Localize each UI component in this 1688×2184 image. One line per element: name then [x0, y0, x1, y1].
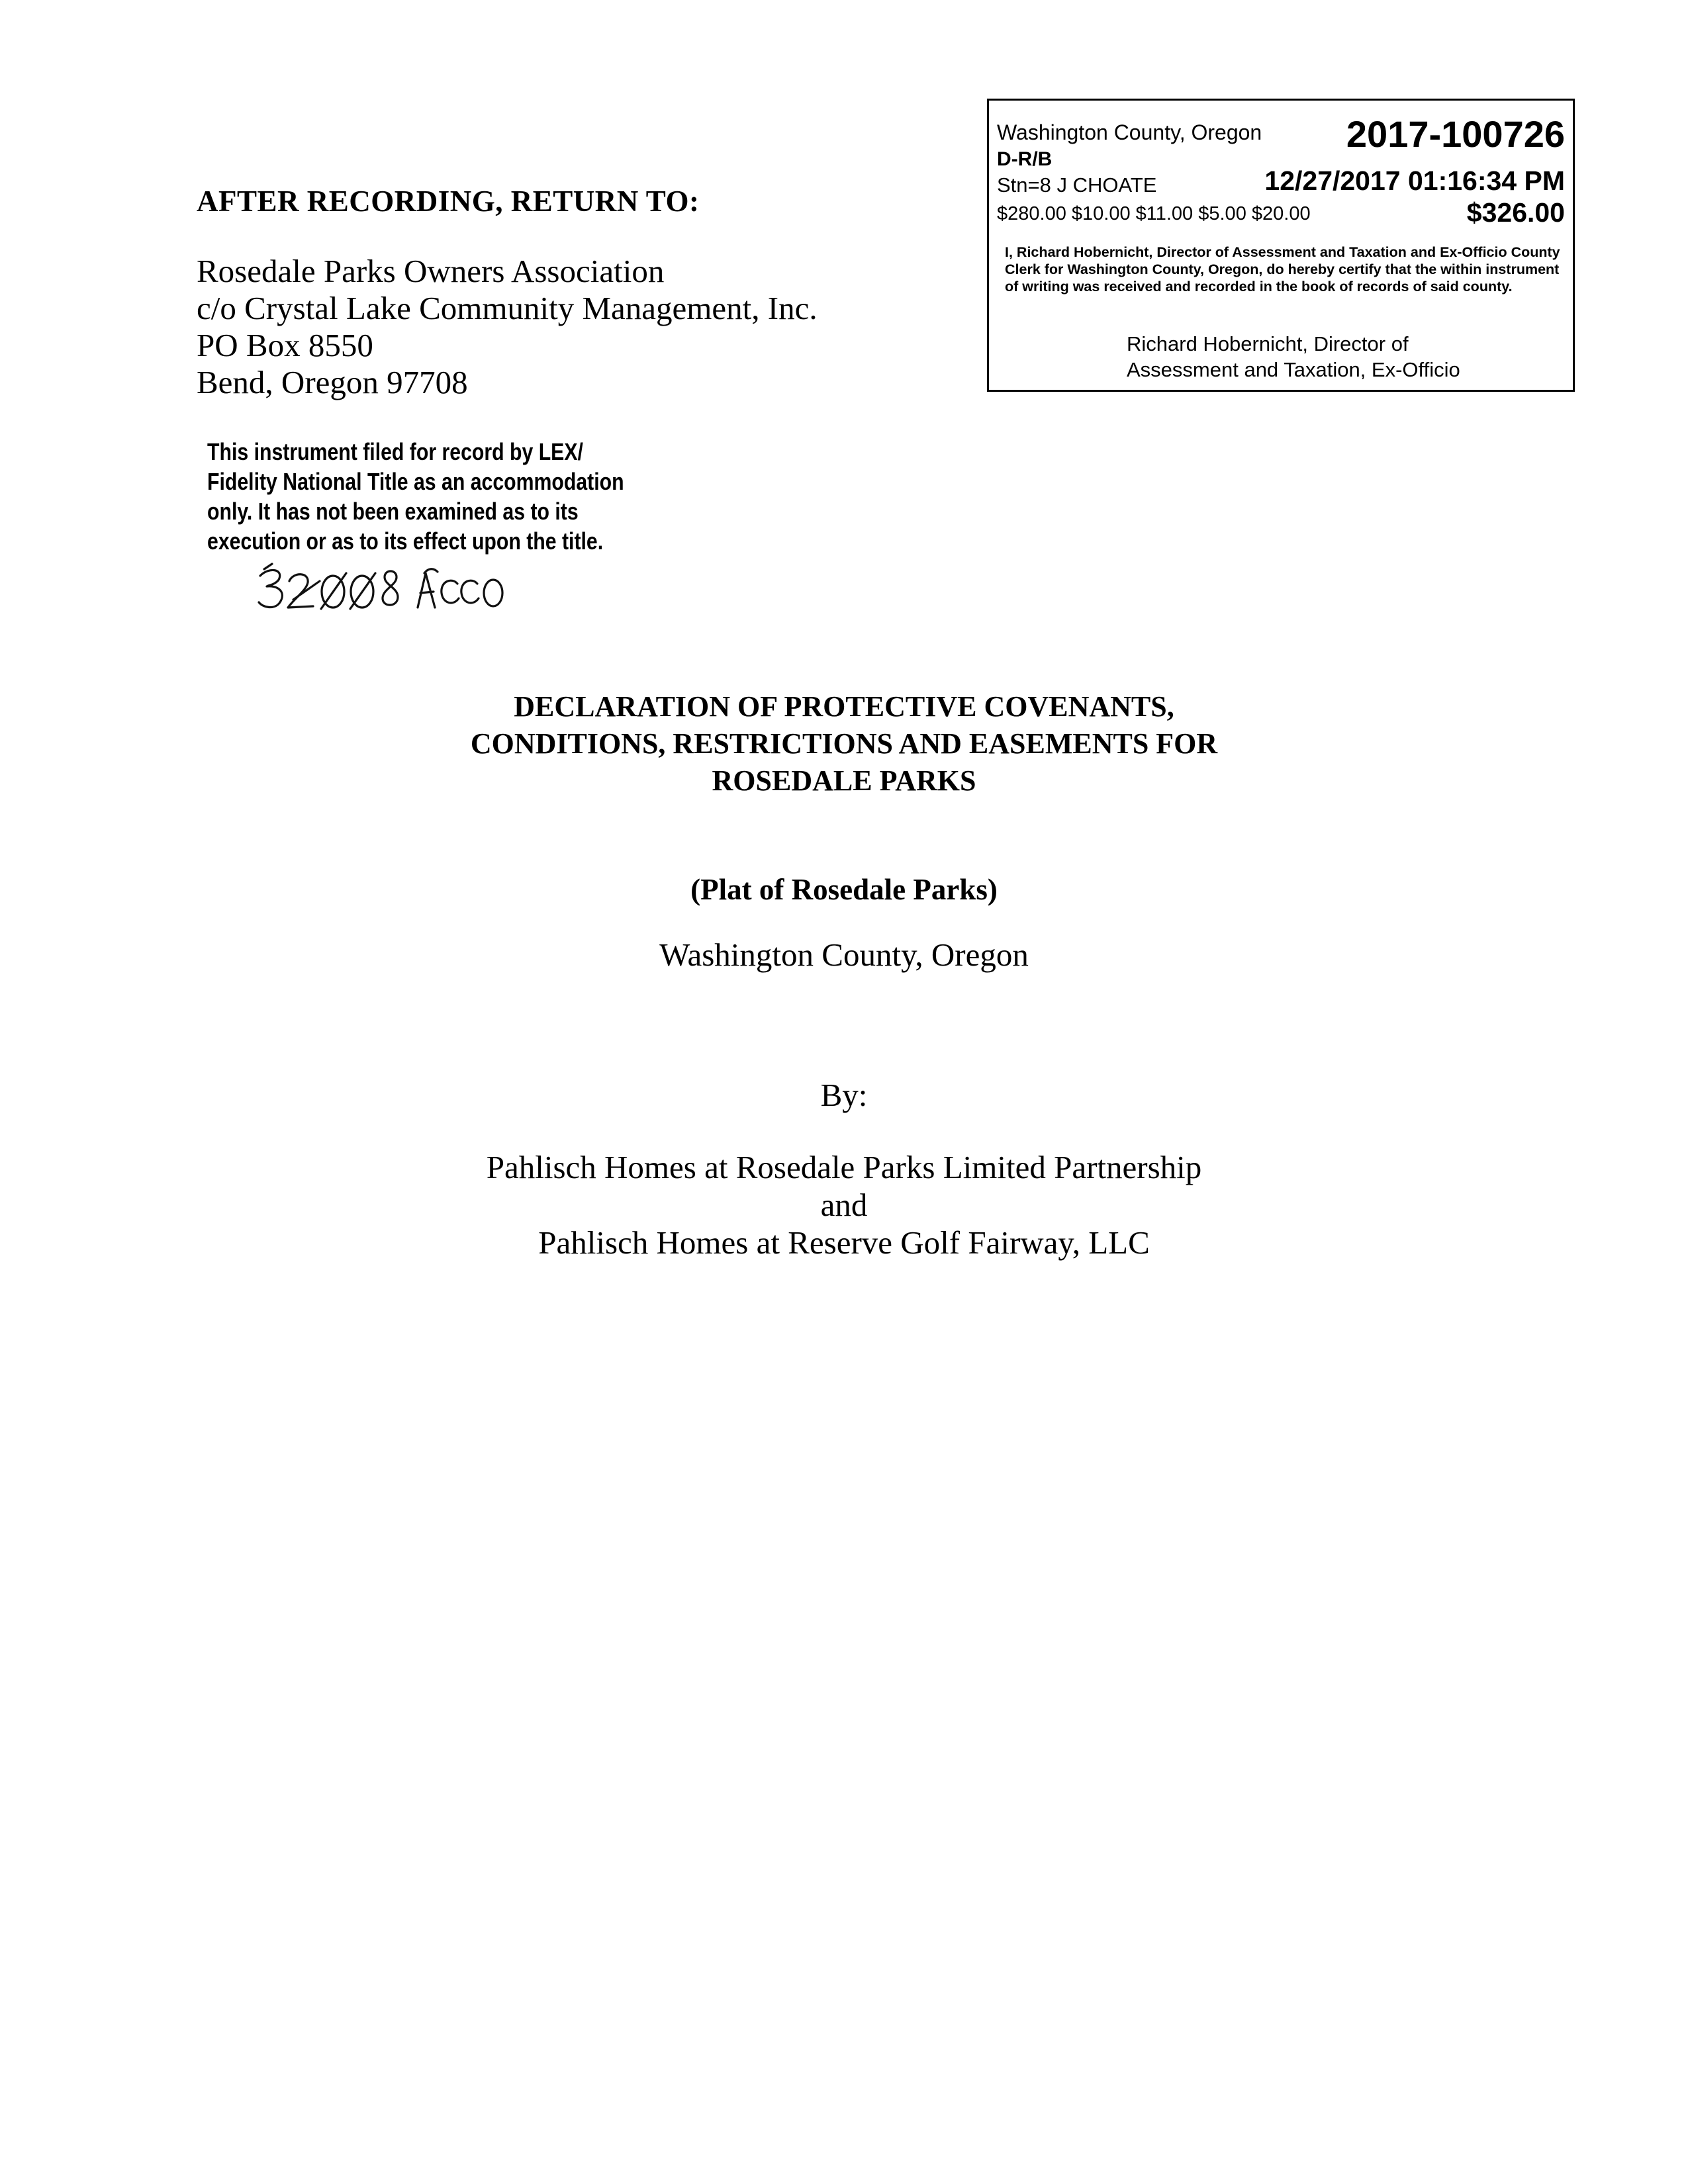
stamp-document-number: 2017-100726 — [1346, 113, 1565, 155]
stamp-signer — [1127, 331, 1460, 383]
party-line: Pahlisch Homes at Reserve Golf Fairway, LLC — [538, 1224, 1150, 1261]
accommodation-line: Fidelity National Title as an accommodation — [207, 468, 624, 495]
stamp-signer-line: Assessment and Taxation, Ex-Officio — [1127, 358, 1460, 381]
recording-stamp — [987, 99, 1575, 392]
stamp-fees: $280.00 $10.00 $11.00 $5.00 $20.00 — [997, 203, 1311, 224]
return-address-line: c/o Crystal Lake Community Management, Inc. — [197, 290, 818, 326]
stamp-certification: I, Richard Hobernicht, Director of Assessment and Taxation and Ex-Officio County Clerk for Washington County, Oregon, do hereby certify that the within instrument of writing was received and recorded in the book of records of said county. — [1005, 244, 1560, 295]
document-title — [0, 688, 1688, 799]
handwritten-note — [255, 561, 506, 615]
party-line: Pahlisch Homes at Rosedale Parks Limited Partnership — [486, 1149, 1202, 1185]
title-line: DECLARATION OF PROTECTIVE COVENANTS, — [514, 690, 1174, 723]
title-line: ROSEDALE PARKS — [712, 764, 976, 797]
stamp-datetime: 12/27/2017 01:16:34 PM — [1264, 165, 1565, 196]
title-line: CONDITIONS, RESTRICTIONS AND EASEMENTS FOR — [470, 727, 1218, 760]
stamp-document-type: D-R/B — [997, 148, 1053, 170]
party-line: and — [820, 1187, 868, 1223]
by-label: By: — [820, 1077, 868, 1113]
return-address-line: Rosedale Parks Owners Association — [197, 253, 665, 289]
stamp-signer-line: Richard Hobernicht, Director of — [1127, 332, 1409, 355]
return-address-line: Bend, Oregon 97708 — [197, 364, 468, 400]
stamp-total: $326.00 — [1466, 197, 1565, 228]
return-address-block — [197, 184, 859, 401]
stamp-station: Stn=8 J CHOATE — [997, 173, 1157, 197]
accommodation-line: This instrument filed for record by LEX/ — [207, 438, 583, 465]
accommodation-line: only. It has not been examined as to its — [207, 498, 579, 525]
accommodation-stamp — [207, 437, 624, 556]
accommodation-line: execution or as to its effect upon the title. — [207, 527, 604, 555]
document-subtitle: (Plat of Rosedale Parks) — [690, 873, 998, 906]
document-county: Washington County, Oregon — [659, 936, 1029, 973]
return-address-line: PO Box 8550 — [197, 327, 373, 363]
stamp-county: Washington County, Oregon — [997, 120, 1262, 144]
parties-block — [0, 1148, 1688, 1261]
return-heading: AFTER RECORDING, RETURN TO: — [197, 185, 700, 218]
